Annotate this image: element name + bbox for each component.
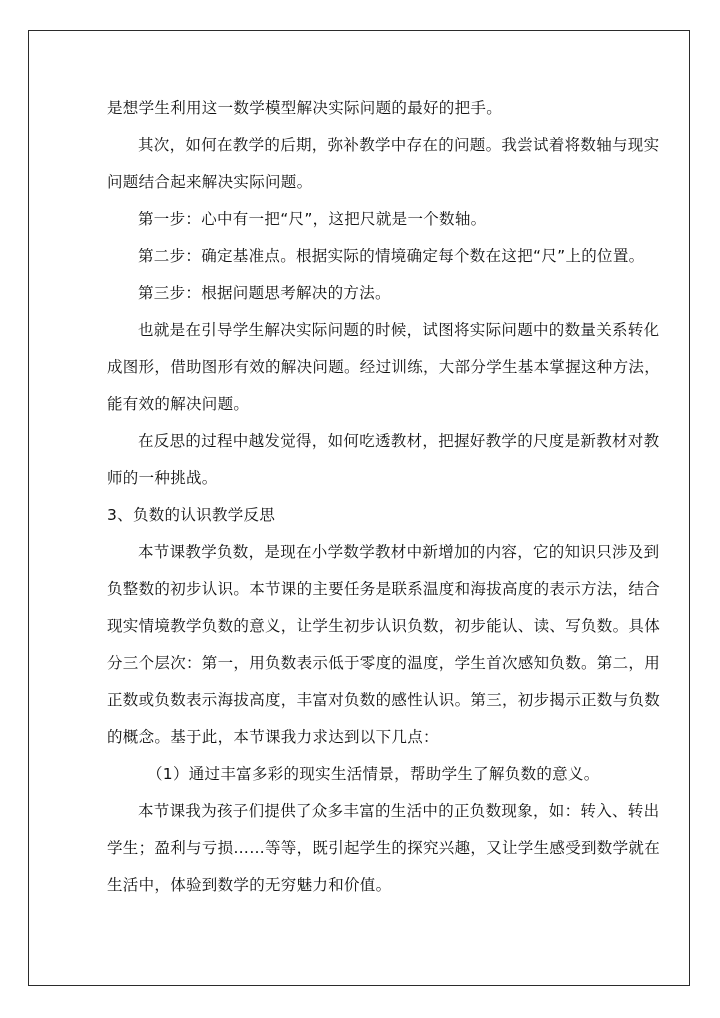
paragraph-line: 分三个层次：第一，用负数表示低于零度的温度，学生首次感知负数。第二，用 bbox=[107, 654, 661, 672]
step-line: 第三步：根据问题思考解决的方法。 bbox=[138, 284, 391, 302]
paragraph-line: 本节课教学负数，是现在小学数学教材中新增加的内容，它的知识只涉及到 bbox=[138, 543, 660, 561]
paragraph-line: 其次，如何在教学的后期，弥补教学中存在的问题。我尝试着将数轴与现实 bbox=[138, 136, 660, 154]
paragraph-line: 师的一种挑战。 bbox=[107, 469, 218, 487]
paragraph-line: 成图形，借助图形有效的解决问题。经过训练，大部分学生基本掌握这种方法， bbox=[107, 358, 661, 376]
list-item: （1）通过丰富多彩的现实生活情景，帮助学生了解负数的意义。 bbox=[147, 765, 600, 783]
paragraph-line: 学生；盈利与亏损……等等，既引起学生的探究兴趣，又让学生感受到数学就在 bbox=[107, 839, 661, 857]
paragraph-line: 能有效的解决问题。 bbox=[107, 395, 250, 413]
step-line: 第一步：心中有一把“尺”，这把尺就是一个数轴。 bbox=[138, 210, 487, 228]
paragraph-line: 问题结合起来解决实际问题。 bbox=[107, 173, 313, 191]
paragraph-line: 也就是在引导学生解决实际问题的时候，试图将实际问题中的数量关系转化 bbox=[138, 321, 660, 339]
paragraph-line: 的概念。基于此，本节课我力求达到以下几点： bbox=[107, 728, 439, 746]
paragraph-line: 本节课我为孩子们提供了众多丰富的生活中的正负数现象，如：转入、转出 bbox=[138, 802, 660, 820]
section-heading: 3、负数的认识教学反思 bbox=[107, 506, 276, 524]
paragraph-line: 负整数的初步认识。本节课的主要任务是联系温度和海拔高度的表示方法，结合 bbox=[107, 580, 661, 598]
paragraph-line: 是想学生利用这一数学模型解决实际问题的最好的把手。 bbox=[107, 99, 503, 117]
step-line: 第二步：确定基准点。根据实际的情境确定每个数在这把“尺”上的位置。 bbox=[138, 247, 645, 265]
paragraph-line: 生活中，体验到数学的无穷魅力和价值。 bbox=[107, 876, 392, 894]
paragraph-line: 正数或负数表示海拔高度，丰富对负数的感性认识。第三，初步揭示正数与负数 bbox=[107, 691, 661, 709]
paragraph-line: 在反思的过程中越发觉得，如何吃透教材，把握好教学的尺度是新教材对教 bbox=[138, 432, 660, 450]
document-body bbox=[107, 90, 661, 904]
paragraph-line: 现实情境教学负数的意义，让学生初步认识负数，初步能认、读、写负数。具体 bbox=[107, 617, 661, 635]
